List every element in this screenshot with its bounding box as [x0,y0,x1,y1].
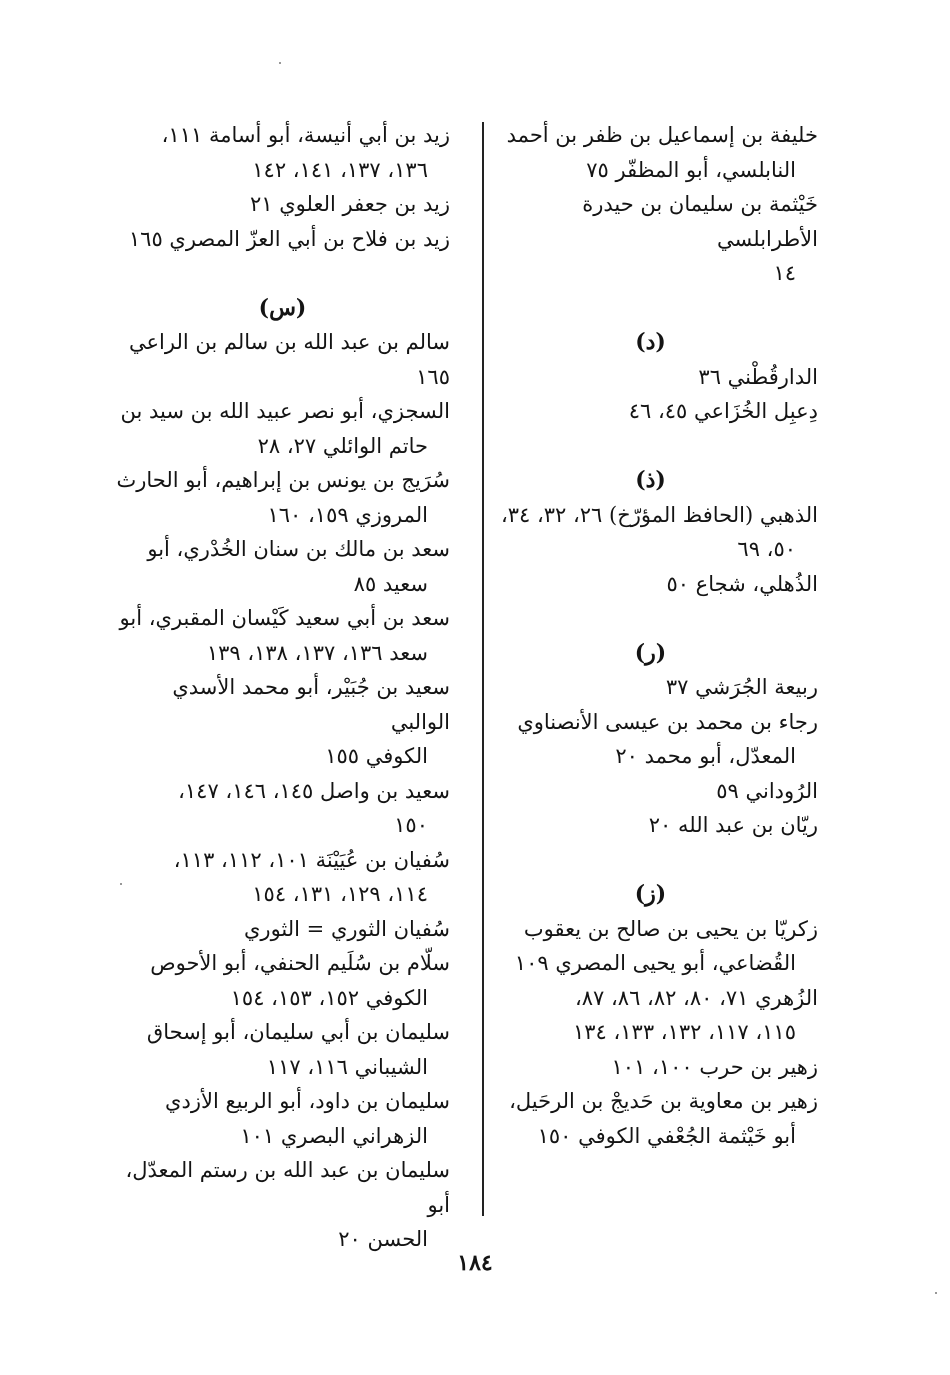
index-entry [483,567,818,602]
entry-line: سُفيان الثوري = الثوري [244,916,450,941]
entry-line: سعيد بن واصل ١٤٥، ١٤٦، ١٤٧، [178,778,450,803]
index-entry [115,532,450,601]
index-entry [483,118,818,187]
entry-line: الزُهري ٧١، ٨٠، ٨٢، ٨٦، ٨٧، [575,985,818,1010]
index-entry [483,498,818,567]
index-entry [115,325,450,394]
entry-line: زيد بن أبي أنيسة، أبو أسامة ١١١، [161,123,450,147]
index-column-left [115,118,450,1257]
index-entry [483,187,818,291]
index-entry [483,394,818,429]
scan-speck [120,883,122,885]
entry-continuation-line: حاتم الوائلي ٢٧، ٢٨ [257,433,428,458]
entry-line: سعد بن أبي سعيد كَيْسان المقبري، أبو [119,606,450,630]
index-entry [483,981,818,1050]
index-entry [115,946,450,1015]
entry-line: الدارقُطْني ٣٦ [698,364,818,389]
entry-continuation-line: الشيباني ١١٦، ١١٧ [266,1054,428,1079]
scan-speck [279,62,281,64]
entry-line: سلّام بن سُلَيم الحنفي، أبو الأحوص [150,951,450,975]
entry-line: الذُهلي، شجاع ٥٠ [666,571,818,596]
section-gap [483,291,818,326]
entry-line: الرُوداني ٥٩ [716,778,818,803]
index-entry [483,808,818,843]
entry-continuation-line: ١١٥، ١١٧، ١٣٢، ١٣٣، ١٣٤ [572,1020,796,1044]
column-divider [482,122,484,1216]
entry-line: زيد بن فلاح بن أبي العزّ المصري ١٦٥ [128,226,450,251]
index-entry [115,912,450,947]
scan-speck [935,1292,937,1294]
index-entry [115,601,450,670]
entry-line: خَيْثمة بن سليمان بن حيدرة الأطرابلسي [582,192,818,251]
section-gap [483,843,818,878]
index-entry [115,1153,450,1257]
entry-line: سعيد بن جُبَيْر، أبو محمد الأسدي الوالبي [172,675,450,734]
entry-continuation-line: سعيد ٨٥ [353,571,428,596]
entry-line: دِعبِل الخُزَاعي ٤٥، ٤٦ [628,399,818,423]
index-entry [115,670,450,774]
entry-continuation-line: القُضاعي، أبو يحيى المصري ١٠٩ [514,951,796,975]
index-entry [115,394,450,463]
entry-continuation-line: الكوفي ١٥٥ [325,744,428,768]
index-entry [483,1084,818,1153]
entry-line: رجاء بن محمد بن عيسى الأنصناوي [517,709,818,734]
entry-line: سليمان بن أبي سليمان، أبو إسحاق [146,1020,450,1044]
entry-continuation-line: ١٣٦، ١٣٧، ١٤١، ١٤٢ [252,157,428,182]
entry-line: ربيعة الجُرَشي ٣٧ [665,675,818,699]
index-entry [115,1015,450,1084]
index-entry [483,705,818,774]
entry-continuation-line: الزهراني البصري ١٠١ [240,1123,428,1148]
entry-continuation-line: المروزي ١٥٩، ١٦٠ [267,502,428,527]
letter-heading: (ر) [634,639,667,666]
index-entry [115,843,450,912]
index-entry [115,774,450,843]
index-entry [483,360,818,395]
index-entry [483,670,818,705]
index-entry [115,1084,450,1153]
page-number: ١٨٤ [457,1250,493,1276]
entry-line: خليفة بن إسماعيل بن ظفر بن أحمد [506,123,818,147]
index-entry [115,463,450,532]
entry-line: سُرَيج بن يونس بن إبراهيم، أبو الحارث [116,468,450,492]
entry-line: زهير بن معاوية بن حَديجْ بن الرحَيل، [509,1089,818,1113]
entry-line: ريّان بن عبد الله ٢٠ [648,813,818,837]
entry-continuation-line: المعدّل، أبو محمد ٢٠ [615,744,796,768]
index-entry [483,912,818,981]
index-entry [483,774,818,809]
entry-line: سُفيان بن عُيَيْنَة ١٠١، ١١٢، ١١٣، [173,847,450,872]
section-gap [483,429,818,464]
entry-line: زكريّا بن يحيى بن صالح بن يعقوب [523,916,818,941]
letter-heading: (ز) [634,881,667,907]
entry-line: سالم بن عبد الله بن سالم بن الراعي ١٦٥ [129,330,450,389]
entry-continuation-line: أبو خَيْثمة الجُعْفي الكوفي ١٥٠ [537,1123,796,1148]
entry-line: السجزي، أبو نصر عبيد الله بن سيد بن [120,399,450,423]
entry-continuation-line: ١٤ [773,261,796,285]
letter-heading: (س) [258,294,307,321]
entry-continuation-line: سعد ١٣٦، ١٣٧، ١٣٨، ١٣٩ [206,640,428,665]
entry-line: زيد بن جعفر العلوي ٢١ [249,192,450,216]
entry-continuation-line: الحسن ٢٠ [338,1227,428,1251]
entry-continuation-line: النابلسي، أبو المظفّر ٧٥ [586,157,796,182]
entry-line: الذهبي (الحافظ المؤرّخ) ٢٦، ٣٢، ٣٤، [500,502,818,527]
entry-line: سليمان بن داود، أبو الربيع الأزدي [165,1089,450,1113]
index-entry [115,187,450,222]
entry-continuation-line: الكوفي ١٥٢، ١٥٣، ١٥٤ [230,985,428,1010]
section-gap [115,256,450,291]
index-entry [115,118,450,187]
letter-heading: (ذ) [635,467,666,493]
entry-line: سعد بن مالك بن سنان الخُدْري، أبو [147,537,450,561]
section-gap [483,601,818,636]
entry-line: زهير بن حرب ١٠٠، ١٠١ [611,1054,818,1079]
entry-line: سليمان بن عبد الله بن رستم المعدّل، أبو [125,1158,450,1217]
entry-continuation-line: ٥٠، ٦٩ [737,537,796,561]
index-entry [483,1050,818,1085]
entry-continuation-line: ١٥٠ [394,813,428,837]
index-entry [115,222,450,257]
entry-continuation-line: ١١٤، ١٢٩، ١٣١، ١٥٤ [252,882,428,906]
letter-heading: (د) [635,329,666,355]
index-column-right [483,118,818,1153]
